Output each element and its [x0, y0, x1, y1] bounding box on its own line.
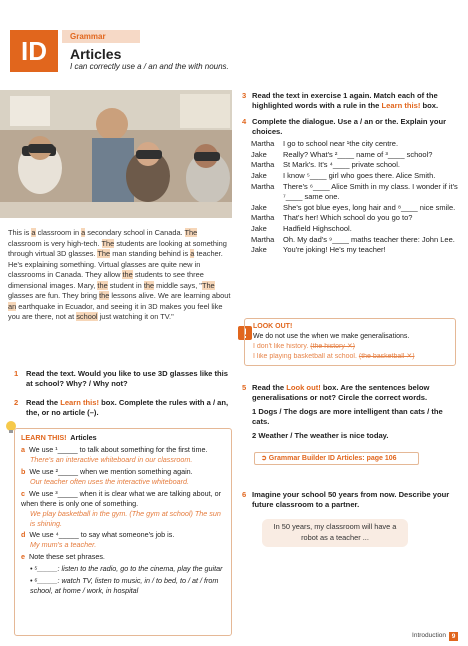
look-out-link[interactable]: Look out! — [286, 383, 321, 392]
speaker: Jake — [251, 202, 267, 212]
dialogue-line — [251, 160, 461, 171]
dialogue-text: Hadfield Highschool. — [283, 224, 352, 234]
exercise-instruction: Read the text. Would you like to use 3D glasses like this at school? Why? / Why not? — [26, 369, 228, 389]
exercise-instruction: Imagine your school 50 years from now. Describe your future classroom to a partner. — [252, 490, 450, 510]
learn-this-title — [21, 433, 225, 443]
exercise-instruction-rest: box. Complete the rules with a / an, the, or no article (–). — [26, 398, 229, 418]
page-title: Articles — [70, 46, 122, 62]
dialogue-text: I go to school near ¹the city centre. — [283, 139, 399, 148]
speaker: Martha — [251, 139, 275, 148]
exercise-1 — [14, 369, 232, 390]
exercise-number: 3 — [242, 91, 247, 100]
learn-this-subtitle: Articles — [70, 433, 97, 442]
rule-example: There's an interactive whiteboard in our classroom. — [30, 454, 193, 464]
rule-text: Note these set phrases. — [29, 552, 105, 562]
rule-e — [21, 552, 225, 562]
exercise-2 — [14, 398, 232, 419]
learn-this-box — [14, 428, 232, 636]
exercise-instruction-rest: box. — [420, 101, 439, 111]
rule-a — [21, 445, 225, 465]
speaker: Jake — [251, 245, 267, 255]
dialogue-text: That's her! Which school do you go to? — [283, 213, 413, 223]
exercise-number: 4 — [242, 117, 247, 126]
rule-text: We use ¹_____ to talk about something for the first time. — [29, 444, 208, 454]
speaker: Martha — [251, 160, 275, 170]
rule-text: We use ⁴_____ to say what someone's job is. — [29, 530, 175, 540]
rule-letter: e — [21, 552, 25, 562]
example-correct: I don't like history. — [253, 343, 309, 351]
dialogue-line — [251, 224, 461, 235]
rule-letter: b — [21, 466, 26, 476]
speaker: Martha — [251, 234, 275, 244]
dialogue-line — [251, 171, 461, 182]
exercise-6 — [242, 490, 460, 511]
exercise-number: 5 — [242, 383, 247, 392]
reading-text: This is a classroom in a secondary school in Canada. The classroom is very high-tech. The students are looking at something through virtual 3D glasses. The man standing behind is a teacher. He's explaining something. Virtual glasses are quite new in classrooms in Canada. They allow the students to see three dimensional images. Mary, the student in the middle says, "The glasses are fun. They bring the lessons alive. We are learning about an earthquake in Ecuador, and seeing it in 3D makes you feel like you are there, not at school just watching it on TV." — [8, 228, 231, 322]
dialogue-line — [251, 182, 461, 203]
exercise-item[interactable]: 2 Weather / The weather is nice today. — [252, 431, 389, 440]
exercise-number: 6 — [242, 490, 247, 499]
example-wrong: (the basketball ✕) — [358, 353, 415, 361]
rule-text: We use ²_____ when we mention something again. — [29, 466, 193, 476]
exercise-instruction-rest: box. Are the sentences below generalisations or not? Circle the correct words. — [252, 383, 430, 403]
speaker: Jake — [251, 149, 267, 159]
example-wrong: (the history ✕) — [310, 343, 356, 351]
dialogue-text: St Mark's. It's ⁴____ private school. — [283, 160, 400, 170]
exercise-item[interactable]: 1 Dogs / The dogs are more intelligent than cats / the cats. — [252, 406, 443, 426]
rule-letter: a — [21, 444, 25, 454]
dialogue-line — [251, 150, 461, 161]
look-out-example — [253, 342, 447, 352]
learn-this-link[interactable]: Learn this! — [60, 398, 100, 407]
lesson-badge: ID — [10, 30, 58, 72]
rule-letter: c — [21, 488, 25, 498]
exercise-instruction: Read the — [252, 383, 287, 392]
rule-text: We use ³_____ when it is clear what we are talking about, or when there is only one of something. — [21, 488, 222, 508]
phrase-item: • ⁶_____: watch TV, listen to music, in / to bed, to / at / from school, at home / work, in hospital — [30, 576, 219, 596]
exercise-instruction: Read the — [26, 398, 61, 407]
grammar-tab: Grammar — [62, 30, 140, 43]
page-number: 9 — [449, 632, 458, 641]
rule-d — [21, 530, 225, 550]
learn-this-link[interactable]: Learn this! — [381, 101, 421, 111]
dialogue — [251, 139, 461, 256]
dialogue-line — [251, 213, 461, 224]
phrase-text: ⁵_____: listen to the radio, go to the cinema, play the guitar — [34, 564, 223, 574]
dialogue-line — [251, 139, 461, 150]
footer-section-label: Introduction — [412, 632, 446, 640]
rule-example: Our teacher often uses the interactive whiteboard. — [30, 476, 190, 486]
rule-example: My mum's a teacher. — [30, 540, 97, 550]
exercise-instruction: Complete the dialogue. Use a / an or the. Explain your choices. — [252, 117, 447, 137]
phrase-text: ⁶_____: watch TV, listen to music, in / to bed, to / at / from school, at home / work, in hospital — [30, 576, 219, 596]
dialogue-text: You're joking! He's my teacher! — [283, 245, 386, 255]
learn-this-label: LEARN THIS! — [21, 433, 67, 442]
speaker: Jake — [251, 170, 267, 180]
look-out-title: LOOK OUT! — [253, 323, 293, 330]
rule-b — [21, 467, 225, 487]
look-out-box — [244, 318, 456, 366]
speaker: Jake — [251, 224, 267, 234]
grammar-builder-link[interactable]: ➲ Grammar Builder ID Articles: page 106 — [254, 452, 419, 465]
rule-example: We play basketball in the gym. (The gym at school) The sun is shining. — [30, 508, 221, 528]
look-out-example — [253, 352, 447, 362]
exercise-number: 2 — [14, 398, 19, 407]
exercise-instruction: Read the text in exercise 1 again. Match each of the highlighted words with a rule in the — [252, 91, 438, 111]
exercise-4 — [242, 117, 460, 138]
example-correct: I like playing basketball at school. — [253, 353, 357, 361]
dialogue-text: There's ⁶____ Alice Smith in my class. I wonder if it's ⁷____ same one. — [283, 181, 458, 202]
look-out-rule: We do not use the when we make generalisations. — [253, 333, 410, 341]
lesson-objective: I can correctly use a / an and the with nouns. — [70, 62, 229, 71]
speaker: Martha — [251, 181, 275, 191]
speaker: Martha — [251, 213, 275, 223]
rule-c — [21, 489, 225, 529]
exercise-3 — [242, 91, 460, 112]
dialogue-line — [251, 203, 461, 214]
page-footer — [412, 632, 458, 641]
exercise-5 — [242, 383, 460, 441]
rule-letter: d — [21, 530, 26, 540]
dialogue-text: She's got blue eyes, long hair and ⁸____ nice smile. — [283, 202, 456, 212]
exercise-number: 1 — [14, 369, 19, 378]
dialogue-line — [251, 235, 461, 246]
dialogue-text: Really? What's ²____ name of ³____ school? — [283, 149, 433, 159]
phrase-item: • ⁵_____: listen to the radio, go to the cinema, play the guitar — [30, 564, 223, 574]
classroom-photo — [0, 90, 232, 218]
dialogue-line — [251, 245, 461, 256]
dialogue-text: Oh. My dad's ⁹____ maths teacher there: John Lee. — [283, 234, 455, 244]
dialogue-text: I know ⁵____ girl who goes there. Alice Smith. — [283, 170, 436, 180]
speech-bubble: In 50 years, my classroom will have a robot as a teacher ... — [262, 519, 408, 547]
